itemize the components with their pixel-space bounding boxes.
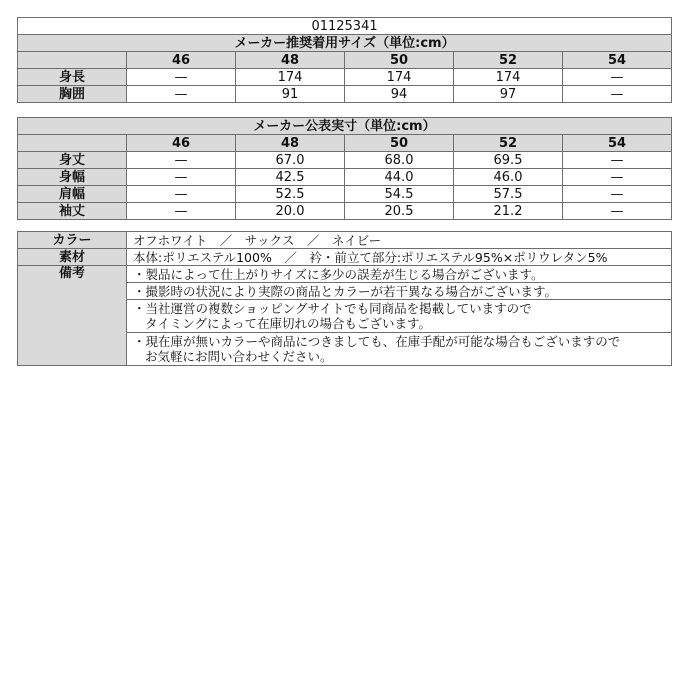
table-cell: — [563, 186, 672, 203]
table-cell: — [127, 186, 236, 203]
size-header-corner [18, 135, 127, 152]
table-cell: 174 [345, 69, 454, 86]
table-cell: — [127, 86, 236, 103]
material-value: 本体:ポリエステル100% ／ 衿・前立て部分:ポリエステル95%×ポリウレタン5% [127, 249, 672, 266]
row-label: 身長 [18, 69, 127, 86]
table-cell: — [563, 169, 672, 186]
table-cell: — [127, 203, 236, 220]
table-row [18, 86, 672, 103]
notes-label: 備考 [18, 266, 127, 366]
row-label: 身幅 [18, 169, 127, 186]
table-row [18, 232, 672, 249]
table-cell: 21.2 [454, 203, 563, 220]
table-cell: — [563, 69, 672, 86]
table-row [18, 186, 672, 203]
size-header: 46 [127, 52, 236, 69]
color-label: カラー [18, 232, 127, 249]
table-cell: 57.5 [454, 186, 563, 203]
color-value: オフホワイト ／ サックス ／ ネイビー [127, 232, 672, 249]
table-cell: 68.0 [345, 152, 454, 169]
recommended-table-title: メーカー推奨着用サイズ（単位:cm） [18, 35, 672, 52]
row-label: 身丈 [18, 152, 127, 169]
size-header: 54 [563, 52, 672, 69]
size-header: 52 [454, 52, 563, 69]
table-cell: 97 [454, 86, 563, 103]
recommended-size-table [17, 17, 672, 103]
row-label: 胸囲 [18, 86, 127, 103]
table-row [18, 69, 672, 86]
table-row [18, 203, 672, 220]
table-cell: — [127, 69, 236, 86]
table-row [18, 152, 672, 169]
table-cell: — [127, 169, 236, 186]
size-header: 50 [345, 135, 454, 152]
size-header: 46 [127, 135, 236, 152]
product-code: 01125341 [18, 18, 672, 35]
size-header: 52 [454, 135, 563, 152]
table-cell: — [563, 203, 672, 220]
note-line: ・撮影時の状況により実際の商品とカラーが若干異なる場合がございます。 [133, 283, 558, 299]
note-item [127, 266, 672, 283]
product-info-table [17, 231, 672, 366]
table-cell: 174 [236, 69, 345, 86]
table-cell: 91 [236, 86, 345, 103]
row-label: 肩幅 [18, 186, 127, 203]
note-line: ・当社運営の複数ショッピングサイトでも同商品を掲載していますので [133, 301, 532, 316]
table-cell: 20.5 [345, 203, 454, 220]
table-row [18, 266, 672, 283]
note-line: タイミングによって在庫切れの場合もございます。 [145, 316, 432, 331]
table-cell: 67.0 [236, 152, 345, 169]
material-label: 素材 [18, 249, 127, 266]
table-cell: — [127, 152, 236, 169]
note-item [127, 333, 672, 366]
size-header-corner [18, 52, 127, 69]
note-line: ・製品によって仕上がりサイズに多少の誤差が生じる場合がございます。 [133, 266, 544, 282]
table-cell: — [563, 86, 672, 103]
table-cell: 94 [345, 86, 454, 103]
table-cell: 174 [454, 69, 563, 86]
table-cell: 44.0 [345, 169, 454, 186]
table-cell: 42.5 [236, 169, 345, 186]
size-header: 54 [563, 135, 672, 152]
actual-table-title: メーカー公表実寸（単位:cm） [18, 118, 672, 135]
note-line: ・現在庫が無いカラーや商品につきましても、在庫手配が可能な場合もございますので [133, 334, 621, 349]
actual-size-table [17, 117, 672, 220]
table-cell: 46.0 [454, 169, 563, 186]
size-header: 48 [236, 135, 345, 152]
row-label: 袖丈 [18, 203, 127, 220]
table-cell: 54.5 [345, 186, 454, 203]
table-cell: — [563, 152, 672, 169]
table-cell: 52.5 [236, 186, 345, 203]
table-cell: 20.0 [236, 203, 345, 220]
note-item [127, 283, 672, 300]
size-header: 48 [236, 52, 345, 69]
table-row [18, 249, 672, 266]
table-row [18, 169, 672, 186]
size-header: 50 [345, 52, 454, 69]
note-item [127, 300, 672, 333]
note-line: お気軽にお問い合わせください。 [145, 349, 333, 364]
table-cell: 69.5 [454, 152, 563, 169]
